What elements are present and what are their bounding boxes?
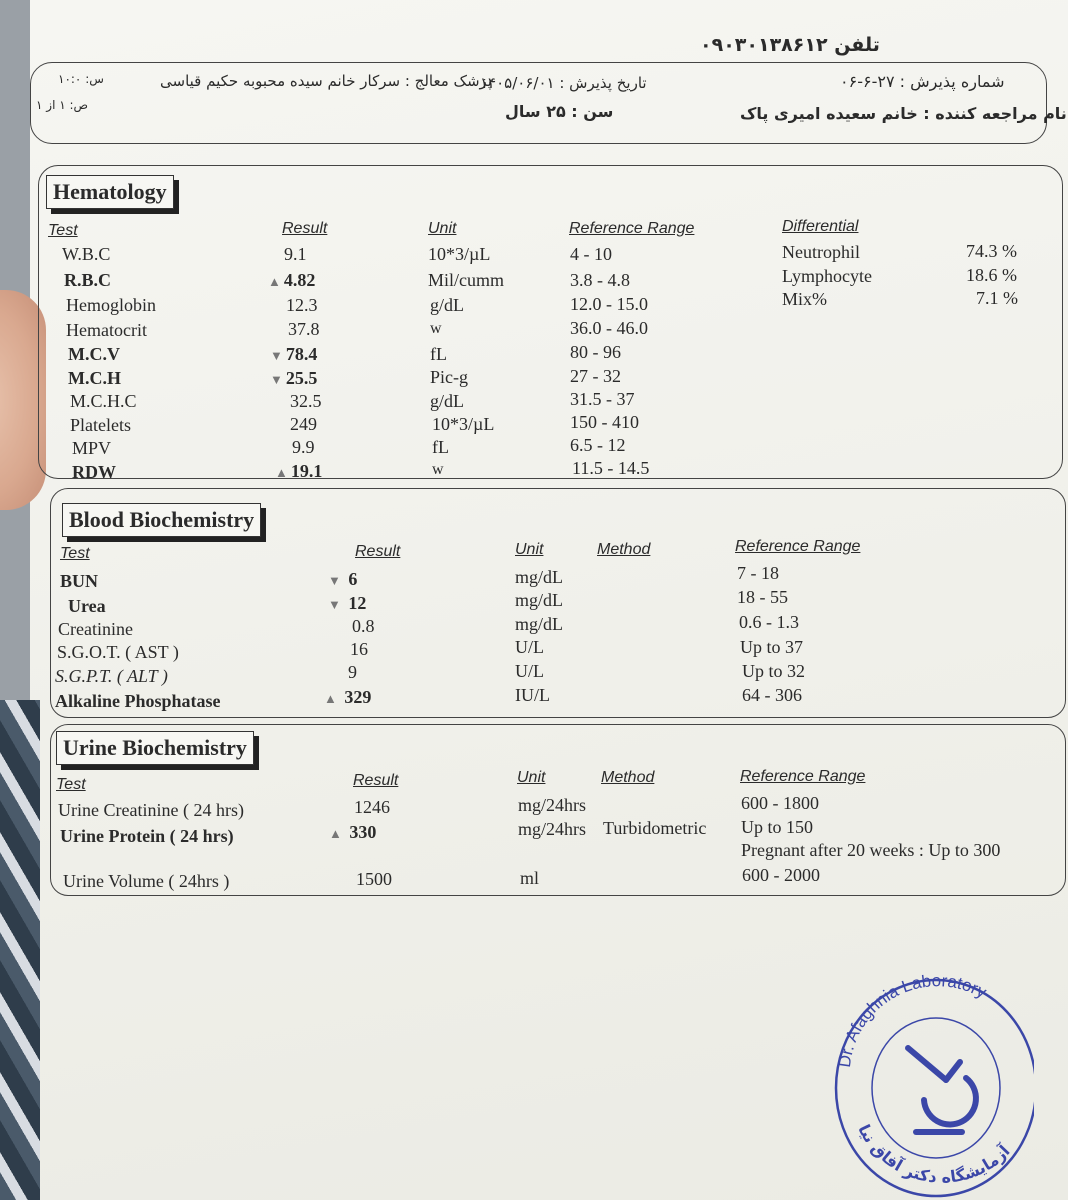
admission-date: تاریخ پذیرش : ۱۴۰۵/۰۶/۰۱ — [480, 74, 647, 92]
test-method: Turbidometric — [603, 818, 707, 838]
biochemistry-col-method: Method — [597, 541, 651, 558]
test-result: 12 — [348, 593, 367, 613]
test-reference: 3.8 - 4.8 — [570, 270, 630, 290]
biochemistry-col-test: Test — [60, 545, 90, 562]
test-unit: mg/24hrs — [518, 795, 587, 815]
triangle-down-icon: ▼ — [270, 372, 283, 387]
test-name: M.C.V — [68, 344, 120, 364]
differential-value: 18.6 % — [966, 265, 1017, 285]
triangle-up-icon: ▲ — [268, 274, 281, 289]
test-unit: w — [432, 461, 444, 478]
differential-value: 7.1 % — [976, 288, 1018, 308]
test-unit: 10*3/µL — [432, 414, 495, 434]
urine-col-method: Method — [601, 769, 655, 786]
test-name: R.B.C — [64, 270, 112, 290]
test-unit: fL — [432, 437, 449, 457]
test-result: 78.4 — [285, 344, 318, 364]
test-unit: g/dL — [430, 391, 464, 411]
urine-col-test: Test — [56, 776, 86, 793]
test-result: 9.9 — [292, 437, 315, 457]
hematology-title: Hematology — [46, 175, 174, 209]
test-reference-note: Pregnant after 20 weeks : Up to 300 — [741, 840, 1001, 860]
page-note: ص: ۱ از ۱ — [36, 98, 89, 112]
laboratory-stamp — [828, 928, 1034, 1198]
test-result: 1246 — [354, 797, 390, 817]
hematology-col-test: Test — [48, 222, 78, 239]
test-reference: 31.5 - 37 — [570, 389, 635, 409]
biochemistry-col-reference: Reference Range — [735, 538, 861, 555]
test-result: 9 — [348, 662, 357, 682]
test-result: 9.1 — [284, 244, 307, 264]
microscope-icon — [908, 1048, 976, 1132]
test-name: Creatinine — [58, 619, 133, 639]
biochemistry-title: Blood Biochemistry — [62, 503, 261, 537]
stamp-inner-ring — [872, 1018, 1000, 1158]
phone-number: تلفن ۰۹۰۳۰۱۳۸۶۱۲ — [700, 34, 880, 56]
background-cloth — [0, 700, 40, 1200]
differential-name: Lymphocyte — [782, 266, 872, 286]
test-unit: 10*3/µL — [428, 244, 491, 264]
test-name: BUN — [60, 571, 99, 591]
test-name: W.B.C — [62, 244, 111, 264]
test-name: Urine Protein ( 24 hrs) — [60, 826, 234, 846]
test-result: 330 — [349, 822, 377, 842]
test-unit: mg/24hrs — [518, 819, 587, 839]
test-unit: ml — [520, 868, 540, 888]
test-unit: U/L — [515, 661, 544, 681]
triangle-up-icon: ▲ — [324, 691, 337, 706]
test-reference: 7 - 18 — [737, 563, 779, 583]
test-name: M.C.H — [68, 368, 121, 388]
test-result: 32.5 — [290, 391, 322, 411]
test-name: Urine Creatinine ( 24 hrs) — [58, 800, 244, 820]
test-reference: 6.5 - 12 — [570, 435, 626, 455]
test-result: 19.1 — [290, 461, 323, 481]
test-unit: g/dL — [430, 295, 464, 315]
hematology-box — [38, 165, 1063, 479]
test-reference: 27 - 32 — [570, 366, 621, 386]
biochemistry-col-unit: Unit — [515, 541, 544, 558]
test-unit: mg/dL — [515, 590, 563, 610]
triangle-down-icon: ▼ — [328, 597, 341, 612]
test-unit: fL — [430, 344, 447, 364]
test-name: MPV — [72, 438, 112, 458]
test-name: Hemoglobin — [66, 295, 156, 315]
hematology-col-result: Result — [282, 220, 328, 237]
test-name: M.C.H.C — [70, 391, 137, 411]
triangle-up-icon: ▲ — [275, 465, 288, 480]
test-reference: 600 - 2000 — [742, 865, 820, 885]
test-name: S.G.O.T. ( AST ) — [57, 642, 179, 662]
test-unit: Pic-g — [430, 367, 468, 387]
test-name: S.G.P.T. ( ALT ) — [55, 666, 168, 686]
test-result: 4.82 — [283, 270, 316, 290]
stamp-text-fa: آزمایشگاه دکتر آفاق نیا — [854, 1121, 1014, 1187]
admission-number: شماره پذیرش : ۲۷-۶-۰۶ — [840, 72, 1005, 91]
test-unit: w — [430, 320, 442, 337]
test-reference: 4 - 10 — [570, 244, 612, 264]
physician-name: پزشک معالج : سرکار خانم سیده محبوبه حکیم قیاسی — [160, 72, 492, 90]
test-name: Alkaline Phosphatase — [55, 691, 221, 711]
test-reference: 80 - 96 — [570, 342, 621, 362]
test-unit: IU/L — [515, 685, 550, 705]
test-reference: 18 - 55 — [737, 587, 788, 607]
test-result: 249 — [290, 414, 317, 434]
urine-col-result: Result — [353, 772, 399, 789]
differential-name: Neutrophil — [782, 242, 860, 262]
hematology-col-reference: Reference Range — [569, 220, 695, 237]
test-reference: Up to 32 — [742, 661, 805, 681]
test-reference: 0.6 - 1.3 — [739, 612, 799, 632]
test-result: 25.5 — [285, 368, 318, 388]
test-name: Urine Volume ( 24hrs ) — [63, 871, 230, 891]
test-reference: Up to 37 — [740, 637, 803, 657]
differential-name: Mix% — [782, 289, 827, 309]
test-unit: U/L — [515, 637, 544, 657]
test-result: 329 — [344, 687, 372, 707]
patient-age: سن : ۲۵ سال — [505, 102, 614, 121]
test-reference: Up to 150 — [741, 817, 813, 837]
urine-col-unit: Unit — [517, 769, 546, 786]
test-reference: 150 - 410 — [570, 412, 639, 432]
test-name: RDW — [72, 462, 116, 482]
triangle-up-icon: ▲ — [329, 826, 342, 841]
test-reference: 11.5 - 14.5 — [572, 458, 650, 478]
test-name: Urea — [68, 596, 106, 616]
stamp-text-en: Dr. Afaghnia Laboratory — [834, 971, 990, 1069]
test-reference: 600 - 1800 — [741, 793, 819, 813]
differential-value: 74.3 % — [966, 241, 1017, 261]
test-reference: 12.0 - 15.0 — [570, 294, 648, 314]
test-result: 6 — [348, 569, 358, 589]
test-reference: 36.0 - 46.0 — [570, 318, 648, 338]
test-name: Hematocrit — [66, 320, 147, 340]
test-reference: 64 - 306 — [742, 685, 802, 705]
test-result: 12.3 — [286, 295, 318, 315]
test-unit: mg/dL — [515, 567, 563, 587]
test-name: Platelets — [70, 415, 131, 435]
biochemistry-col-result: Result — [355, 543, 401, 560]
test-unit: Mil/cumm — [428, 270, 504, 290]
test-result: 1500 — [356, 869, 392, 889]
test-unit: mg/dL — [515, 614, 563, 634]
test-result: 16 — [350, 639, 368, 659]
hematology-col-differential: Differential — [782, 218, 859, 235]
hematology-col-unit: Unit — [428, 220, 457, 237]
time-note: س: ۱۰:۰ — [58, 72, 104, 86]
triangle-down-icon: ▼ — [270, 348, 283, 363]
patient-name: نام مراجعه کننده : خانم سعیده امیری پاک — [740, 104, 1067, 123]
test-result: 37.8 — [288, 319, 320, 339]
triangle-down-icon: ▼ — [328, 573, 341, 588]
urine-col-reference: Reference Range — [740, 768, 866, 785]
urine-title: Urine Biochemistry — [56, 731, 254, 765]
test-result: 0.8 — [352, 616, 375, 636]
